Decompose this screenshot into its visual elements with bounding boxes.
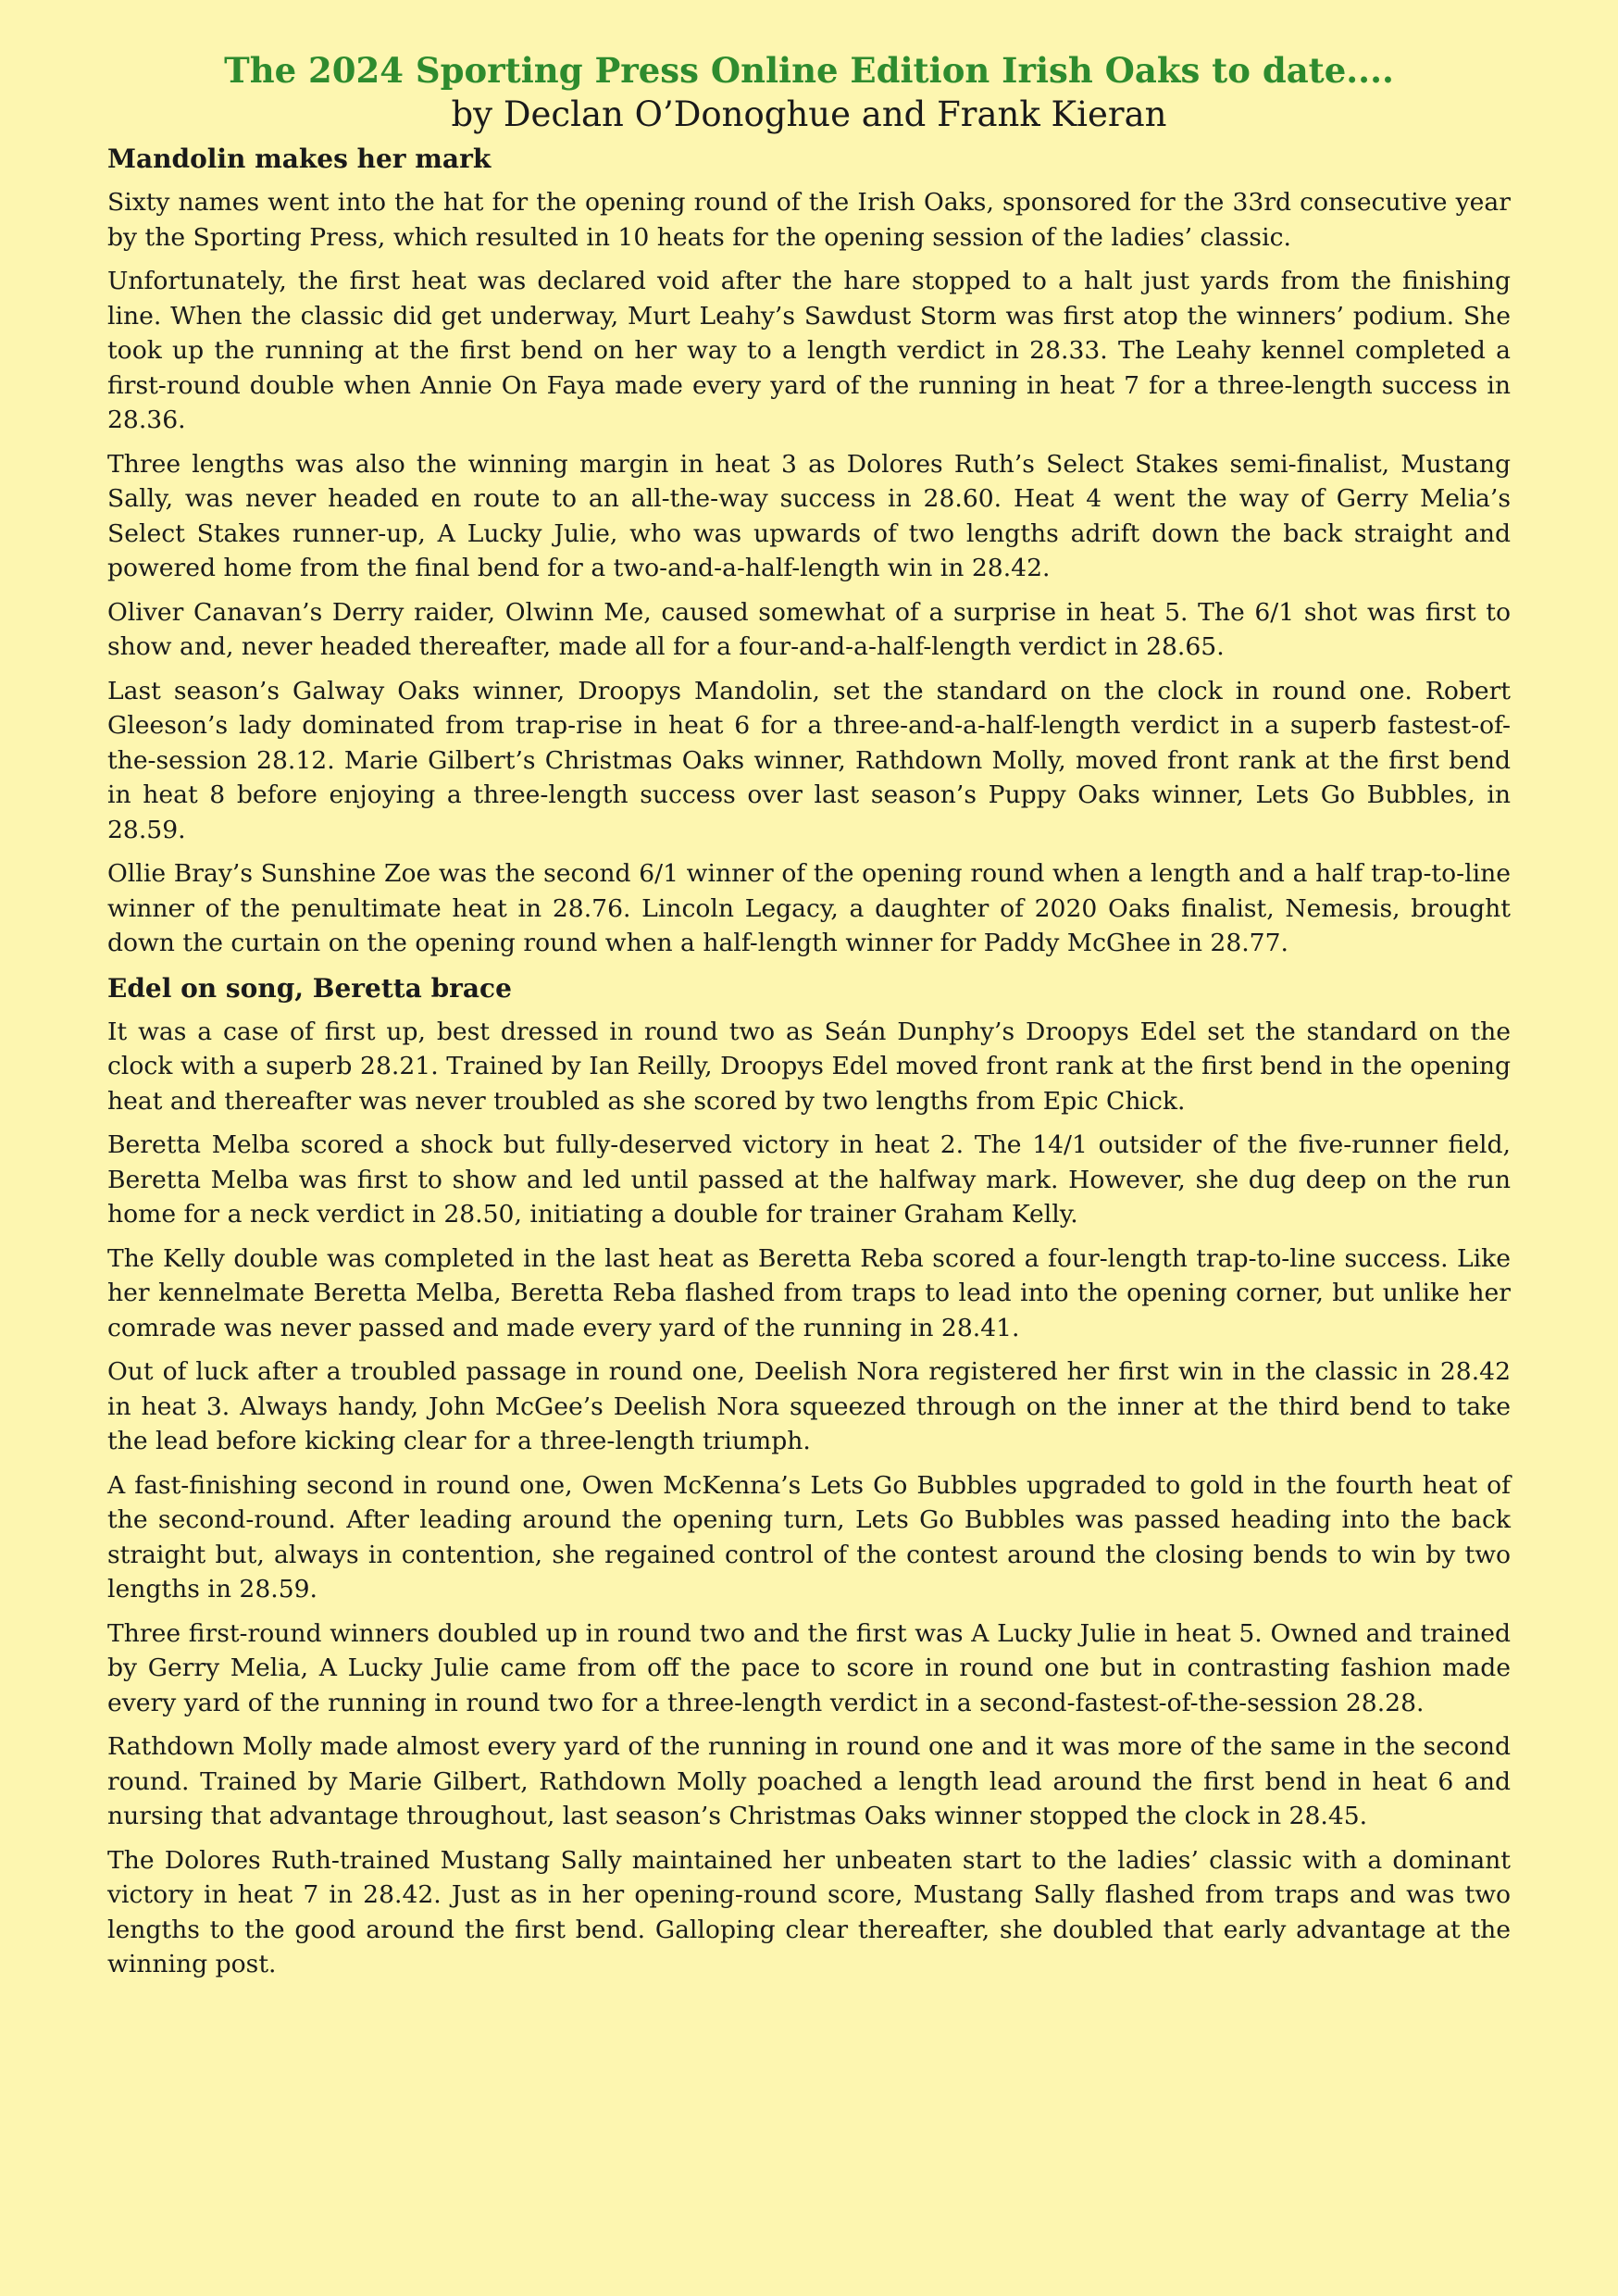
paragraph: Out of luck after a troubled passage in round one, Deelish Nora registered her first win in the classic in 28.42 in heat 3. Always handy, John McGee’s Deelish Nora squeezed through on the inner at the third bend to take the lead before kicking clear for a three-length triumph. — [107, 1357, 1511, 1455]
section-mandolin — [107, 141, 1511, 961]
section-edel — [107, 970, 1511, 1982]
section-heading: Mandolin makes her mark — [107, 144, 492, 174]
article-title: The 2024 Sporting Press Online Edition Irish Oaks to date.... — [224, 50, 1394, 91]
paragraph: Last season’s Galway Oaks winner, Droopys Mandolin, set the standard on the clock in round one. Robert Gleeson’s lady dominated from trap-rise in heat 6 for a three-and-a-half-length verdict in a superb fastest-of-the-session 28.12. Marie Gilbert’s Christmas Oaks winner, Rathdown Molly, moved front rank at the first bend in heat 8 before enjoying a three-length success over last season’s Puppy Oaks winner, Lets Go Bubbles, in 28.59. — [107, 676, 1511, 844]
paragraph: The Kelly double was completed in the last heat as Beretta Reba scored a four-length trap-to-line success. Like her kennelmate Beretta Melba, Beretta Reba flashed from traps to lead into the opening corner, but unlike her comrade was never passed and made every yard of the running in 28.41. — [107, 1243, 1511, 1342]
paragraph: Three lengths was also the winning margin in heat 3 as Dolores Ruth’s Select Stakes semi-finalist, Mustang Sally, was never headed en route to an all-the-way success in 28.60. Heat 4 went the way of Gerry Melia’s Select Stakes runner-up, A Lucky Julie, who was upwards of two lengths adrift down the back straight and powered home from the final bend for a two-and-a-half-length win in 28.42. — [107, 449, 1511, 582]
paragraph: Ollie Bray’s Sunshine Zoe was the second 6/1 winner of the opening round when a length and a half trap-to-line winner of the penultimate heat in 28.76. Lincoln Legacy, a daughter of 2020 Oaks finalist, Nemesis, brought down the curtain on the opening round when a half-length winner for Paddy McGhee in 28.77. — [107, 859, 1511, 957]
article-byline: by Declan O’Donoghue and Frank Kieran — [451, 94, 1167, 134]
paragraph: Oliver Canavan’s Derry raider, Olwinn Me, caused somewhat of a surprise in heat 5. The 6/1 shot was first to show and, never headed thereafter, made all for a four-and-a-half-length verdict in 28.65. — [107, 597, 1511, 661]
paragraph: The Dolores Ruth-trained Mustang Sally maintained her unbeaten start to the ladies’ classic with a dominant victory in heat 7 in 28.42. Just as in her opening-round score, Mustang Sally flashed from traps and was two lengths to the good around the first bend. Galloping clear thereafter, she doubled that early advantage at the winning post. — [107, 1845, 1511, 1978]
paragraph: Rathdown Molly made almost every yard of the running in round one and it was more of the same in the second round. Trained by Marie Gilbert, Rathdown Molly poached a length lead around the first bend in heat 6 and nursing that advantage throughout, last season’s Christmas Oaks winner stopped the clock in 28.45. — [107, 1732, 1511, 1830]
paragraph: Sixty names went into the hat for the opening round of the Irish Oaks, sponsored for the 33rd consecutive year by the Sporting Press, which resulted in 10 heats for the opening session of the ladies’ classic. — [107, 188, 1511, 252]
paragraph: It was a case of first up, best dressed in round two as Seán Dunphy’s Droopys Edel set the standard on the clock with a superb 28.21. Trained by Ian Reilly, Droopys Edel moved front rank at the first bend in the opening heat and thereafter was never troubled as she scored by two lengths from Epic Chick. — [107, 1017, 1511, 1116]
paragraph: Three first-round winners doubled up in round two and the first was A Lucky Julie in heat 5. Owned and trained by Gerry Melia, A Lucky Julie came from off the pace to score in round one but in contrasting fashion made every yard of the running in round two for a three-length verdict in a second-fastest-of-the-session 28.28. — [107, 1618, 1511, 1717]
paragraph: Unfortunately, the first heat was declared void after the hare stopped to a halt just yards from the finishing line. When the classic did get underway, Murt Leahy’s Sawdust Storm was first atop the winners’ podium. She took up the running at the first bend on her way to a length verdict in 28.33. The Leahy kennel completed a first-round double when Annie On Faya made every yard of the running in heat 7 for a three-length success in 28.36. — [107, 267, 1511, 434]
paragraph: A fast-finishing second in round one, Owen McKenna’s Lets Go Bubbles upgraded to gold in the fourth heat of the second-round. After leading around the opening turn, Lets Go Bubbles was passed heading into the back straight but, always in contention, she regained control of the contest around the closing bends to win by two lengths in 28.59. — [107, 1470, 1511, 1603]
section-heading: Edel on song, Beretta brace — [107, 972, 512, 1004]
paragraph: Beretta Melba scored a shock but fully-deserved victory in heat 2. The 14/1 outsider of the five-runner field, Beretta Melba was first to show and led until passed at the halfway mark. However, she dug deep on the run home for a neck verdict in 28.50, initiating a double for trainer Graham Kelly. — [107, 1130, 1511, 1229]
